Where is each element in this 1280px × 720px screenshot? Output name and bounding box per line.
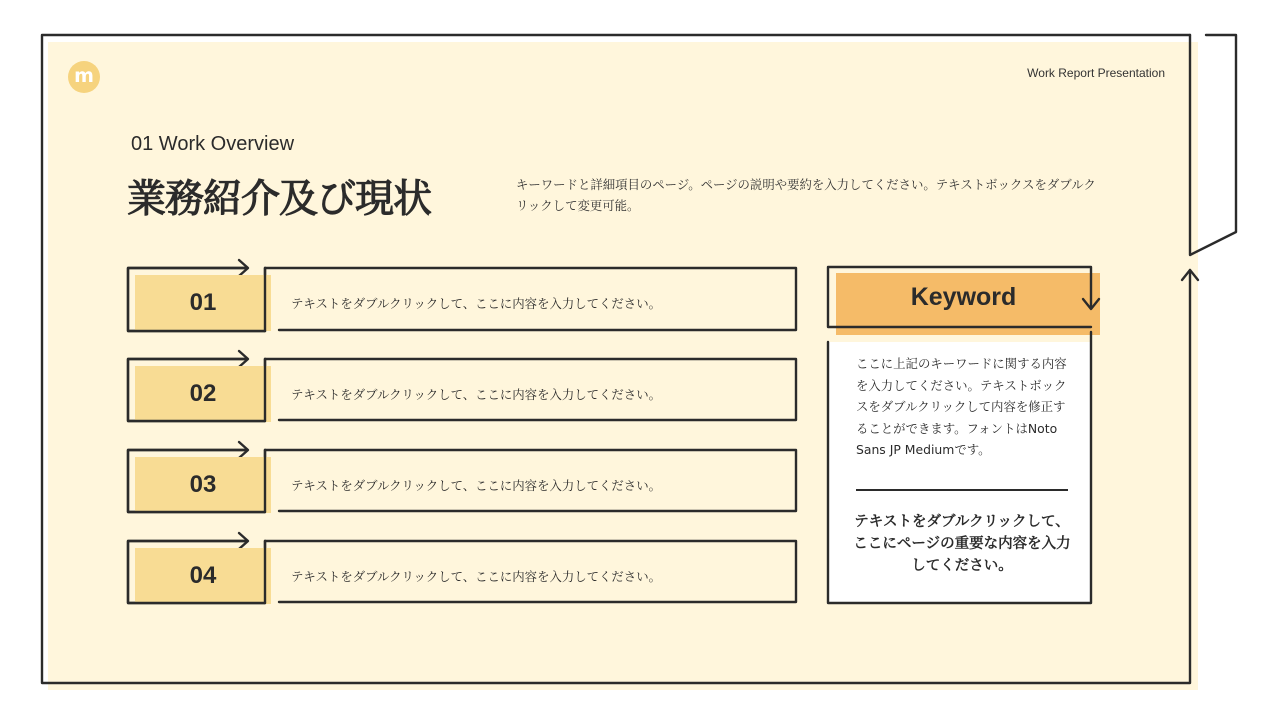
section-label[interactable]: 01 Work Overview — [131, 133, 295, 155]
presentation-label: Work Report Presentation — [1027, 66, 1165, 80]
keyword-description[interactable]: ここに上記のキーワードに関する内容を入力してください。テキストボック スをダブルクリックして内容を修正す ることができます。フォントはNoto Sans JP Mediumです。 — [856, 356, 1067, 457]
keyword-highlight[interactable]: テキストをダブルクリックして、ここにページの重要な内容を入力してください。 — [853, 514, 1071, 574]
item-number-02[interactable]: 02 — [135, 366, 271, 422]
m-logo-icon: m — [68, 61, 100, 93]
item-text-03[interactable]: テキストをダブルクリックして、ここに内容を入力してください。 — [291, 478, 661, 493]
keyword-title[interactable]: Keyword — [910, 283, 1017, 311]
page-title[interactable]: 業務紹介及び現状 — [127, 177, 432, 222]
item-text-04[interactable]: テキストをダブルクリックして、ここに内容を入力してください。 — [291, 569, 661, 584]
item-number-03[interactable]: 03 — [135, 457, 271, 513]
frame-flap — [1190, 35, 1236, 255]
item-text-02[interactable]: テキストをダブルクリックして、ここに内容を入力してください。 — [291, 387, 661, 402]
item-number-04[interactable]: 04 — [135, 548, 271, 604]
page-description[interactable]: キーワードと詳細項目のページ。ページの説明や要約を入力してください。テキストボックスをダブルクリックして変更可能。 — [516, 177, 1096, 213]
item-text-01[interactable]: テキストをダブルクリックして、ここに内容を入力してください。 — [291, 296, 661, 311]
keyword-divider — [856, 489, 1068, 491]
item-number-01[interactable]: 01 — [135, 275, 271, 331]
